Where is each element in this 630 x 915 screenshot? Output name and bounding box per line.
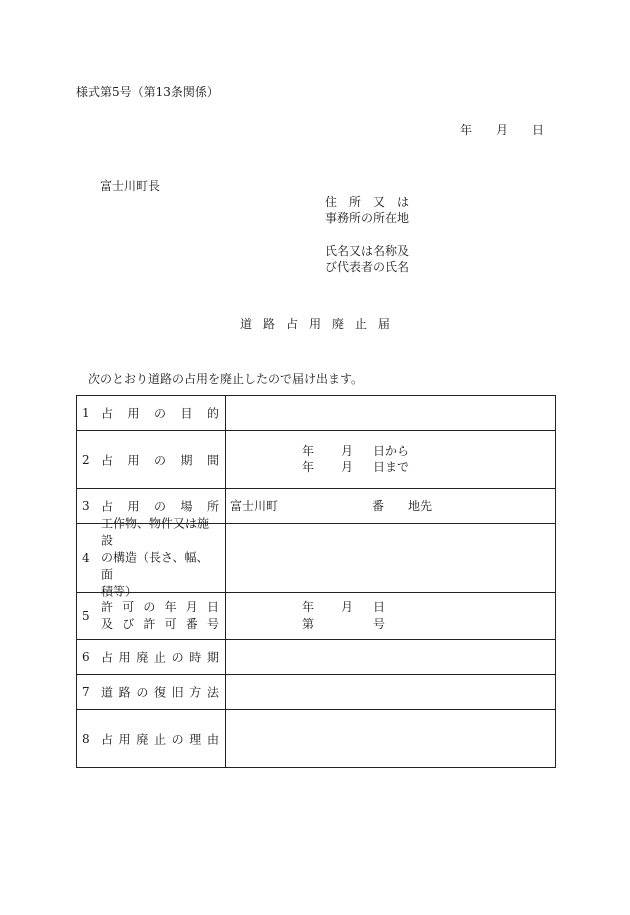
row-label-structure: 4 工作物、物件又は施設 の構造（長さ、幅、面 積等） xyxy=(77,524,226,593)
table-row xyxy=(77,640,556,675)
document-title: 道 路 占 用 廃 止 届 xyxy=(240,317,390,331)
table-row xyxy=(77,431,556,489)
row-value-abolish-time[interactable] xyxy=(226,640,556,675)
form-number: 様式第5号（第13条関係） xyxy=(76,85,219,99)
applicant-name-label-1: 氏名又は名称及 xyxy=(325,244,410,258)
intro-text: 次のとおり道路の占用を廃止したので届け出ます。 xyxy=(88,372,364,386)
row-label-restoration: 7 道 路 の 復 旧 方 法 xyxy=(77,675,226,710)
row-value-reason[interactable] xyxy=(226,710,556,768)
permit-day: 日 xyxy=(373,600,386,614)
table-row xyxy=(77,524,556,593)
row-value-structure[interactable] xyxy=(226,524,556,593)
table-row xyxy=(77,710,556,768)
permit-dai: 第 xyxy=(302,617,315,631)
period-to-year: 年 xyxy=(302,460,315,474)
table-row xyxy=(77,593,556,640)
period-from-day: 日から xyxy=(373,444,410,458)
location-ban: 番 xyxy=(372,499,385,513)
permit-go: 号 xyxy=(373,617,386,631)
period-to-month: 月 xyxy=(341,460,354,474)
addressee: 富士川町長 xyxy=(100,179,161,193)
row-value-period[interactable] xyxy=(226,431,556,489)
date-month: 月 xyxy=(495,123,508,137)
row-value-permit[interactable] xyxy=(226,593,556,640)
period-from-year: 年 xyxy=(302,444,315,458)
applicant-address-label-2: 事務所の所在地 xyxy=(325,211,410,225)
date-line xyxy=(460,124,544,136)
table-row xyxy=(77,396,556,431)
row-label-period: 2 占 用 の 期 間 xyxy=(77,431,226,489)
row-label-purpose: 1 占 用 の 目 的 xyxy=(77,396,226,431)
row-value-location[interactable] xyxy=(226,489,556,524)
permit-year: 年 xyxy=(302,600,315,614)
row-value-restoration[interactable] xyxy=(226,675,556,710)
applicant-name-label-2: び代表者の氏名 xyxy=(325,260,410,274)
date-day: 日 xyxy=(531,123,544,137)
location-town: 富士川町 xyxy=(230,499,279,513)
location-chisaki: 地先 xyxy=(408,499,433,513)
row-label-abolish-time: 6 占 用 廃 止 の 時 期 xyxy=(77,640,226,675)
permit-month: 月 xyxy=(341,600,354,614)
form-table xyxy=(76,395,556,768)
period-from-month: 月 xyxy=(341,444,354,458)
date-year: 年 xyxy=(460,123,473,137)
row-label-reason: 8 占 用 廃 止 の 理 由 xyxy=(77,710,226,768)
applicant-address-label-1: 住 所 又 は xyxy=(325,195,409,209)
row-label-permit: 5 許 可 の 年 月 日 及 び 許 可 番 号 xyxy=(77,593,226,640)
period-to-day: 日まで xyxy=(373,460,410,474)
row-label-location: 3 占 用 の 場 所 xyxy=(77,489,226,524)
table-row xyxy=(77,675,556,710)
row-value-purpose[interactable] xyxy=(226,396,556,431)
